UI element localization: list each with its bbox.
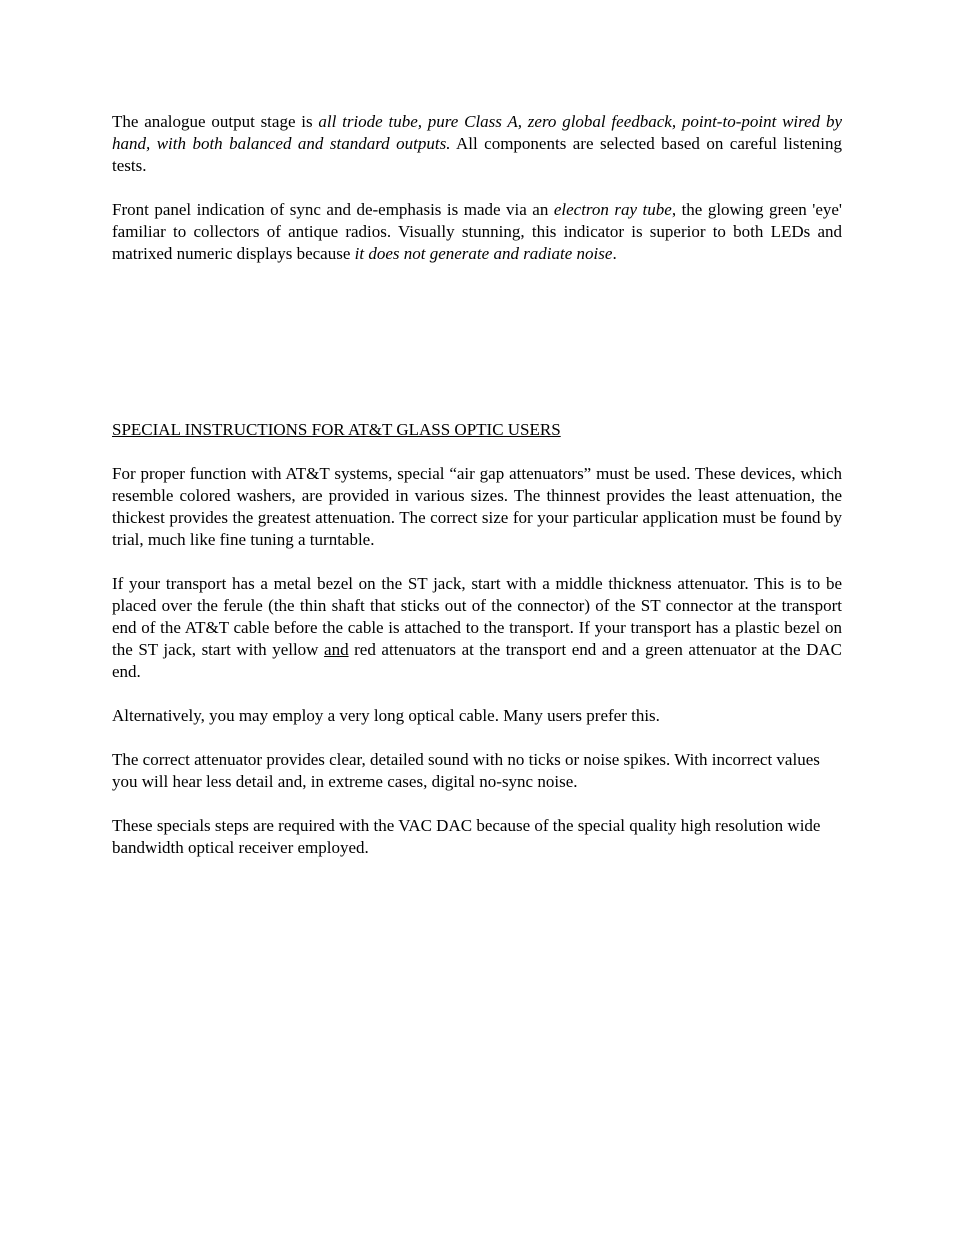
alternative-paragraph: Alternatively, you may employ a very long optical cable. Many users prefer this. xyxy=(112,706,660,725)
output-stage-paragraph xyxy=(112,111,842,177)
section-heading: SPECIAL INSTRUCTIONS FOR AT&T GLASS OPTIC USERS xyxy=(112,420,561,439)
document-page xyxy=(112,111,842,881)
bezel-underlined-word: and xyxy=(324,640,349,659)
front-panel-text-3: . xyxy=(612,244,617,263)
output-stage-emphasis: all triode tube, pure Class A, zero global feedback, point-to-point wired by hand, with both balanced and standard outputs. xyxy=(112,112,842,153)
front-panel-text-2: , the glowing green 'eye' familiar to collectors of antique radios. Visually stunning, this indicator is superior to both LEDs and matrixed numeric displays because xyxy=(112,200,842,263)
front-panel-paragraph xyxy=(112,199,842,265)
front-panel-emphasis-1: electron ray tube xyxy=(553,200,672,219)
bezel-text-2: red attenuators at the transport end and a green attenuator at the DAC end. xyxy=(112,640,842,681)
front-panel-text-1: Front panel indication of sync and de-emphasis is made via an xyxy=(112,200,554,219)
output-stage-text-1: The analogue output stage is xyxy=(112,112,319,131)
bezel-text-1: If your transport has a metal bezel on the ST jack, start with a middle thickness attenuator. This is to be placed over the ferule (the thin shaft that sticks out of the connector) of the ST connector at the transport end of the AT&T cable before the cable is attached to the transport. If your transport has a plastic bezel on the ST jack, start with yellow xyxy=(112,574,842,659)
bezel-instructions-paragraph xyxy=(112,573,842,683)
output-stage-text-2: All components are selected based on careful listening tests. xyxy=(112,134,842,175)
special-steps-paragraph: These specials steps are required with the VAC DAC because of the special quality high resolution wide bandwidth optical receiver employed. xyxy=(112,816,821,857)
section-spacer xyxy=(112,287,842,419)
attenuator-intro-paragraph: For proper function with AT&T systems, special “air gap attenuators” must be used. These devices, which resemble colored washers, are provided in various sizes. The thinnest provides the least attenuation, the thickest provides the greatest attenuation. The correct size for your particular application must be found by trial, much like fine tuning a turntable. xyxy=(112,464,842,549)
correct-attenuator-paragraph: The correct attenuator provides clear, detailed sound with no ticks or noise spikes. With incorrect values you will hear less detail and, in extreme cases, digital no-sync noise. xyxy=(112,750,820,791)
front-panel-emphasis-2: it does not generate and radiate noise xyxy=(354,244,613,263)
